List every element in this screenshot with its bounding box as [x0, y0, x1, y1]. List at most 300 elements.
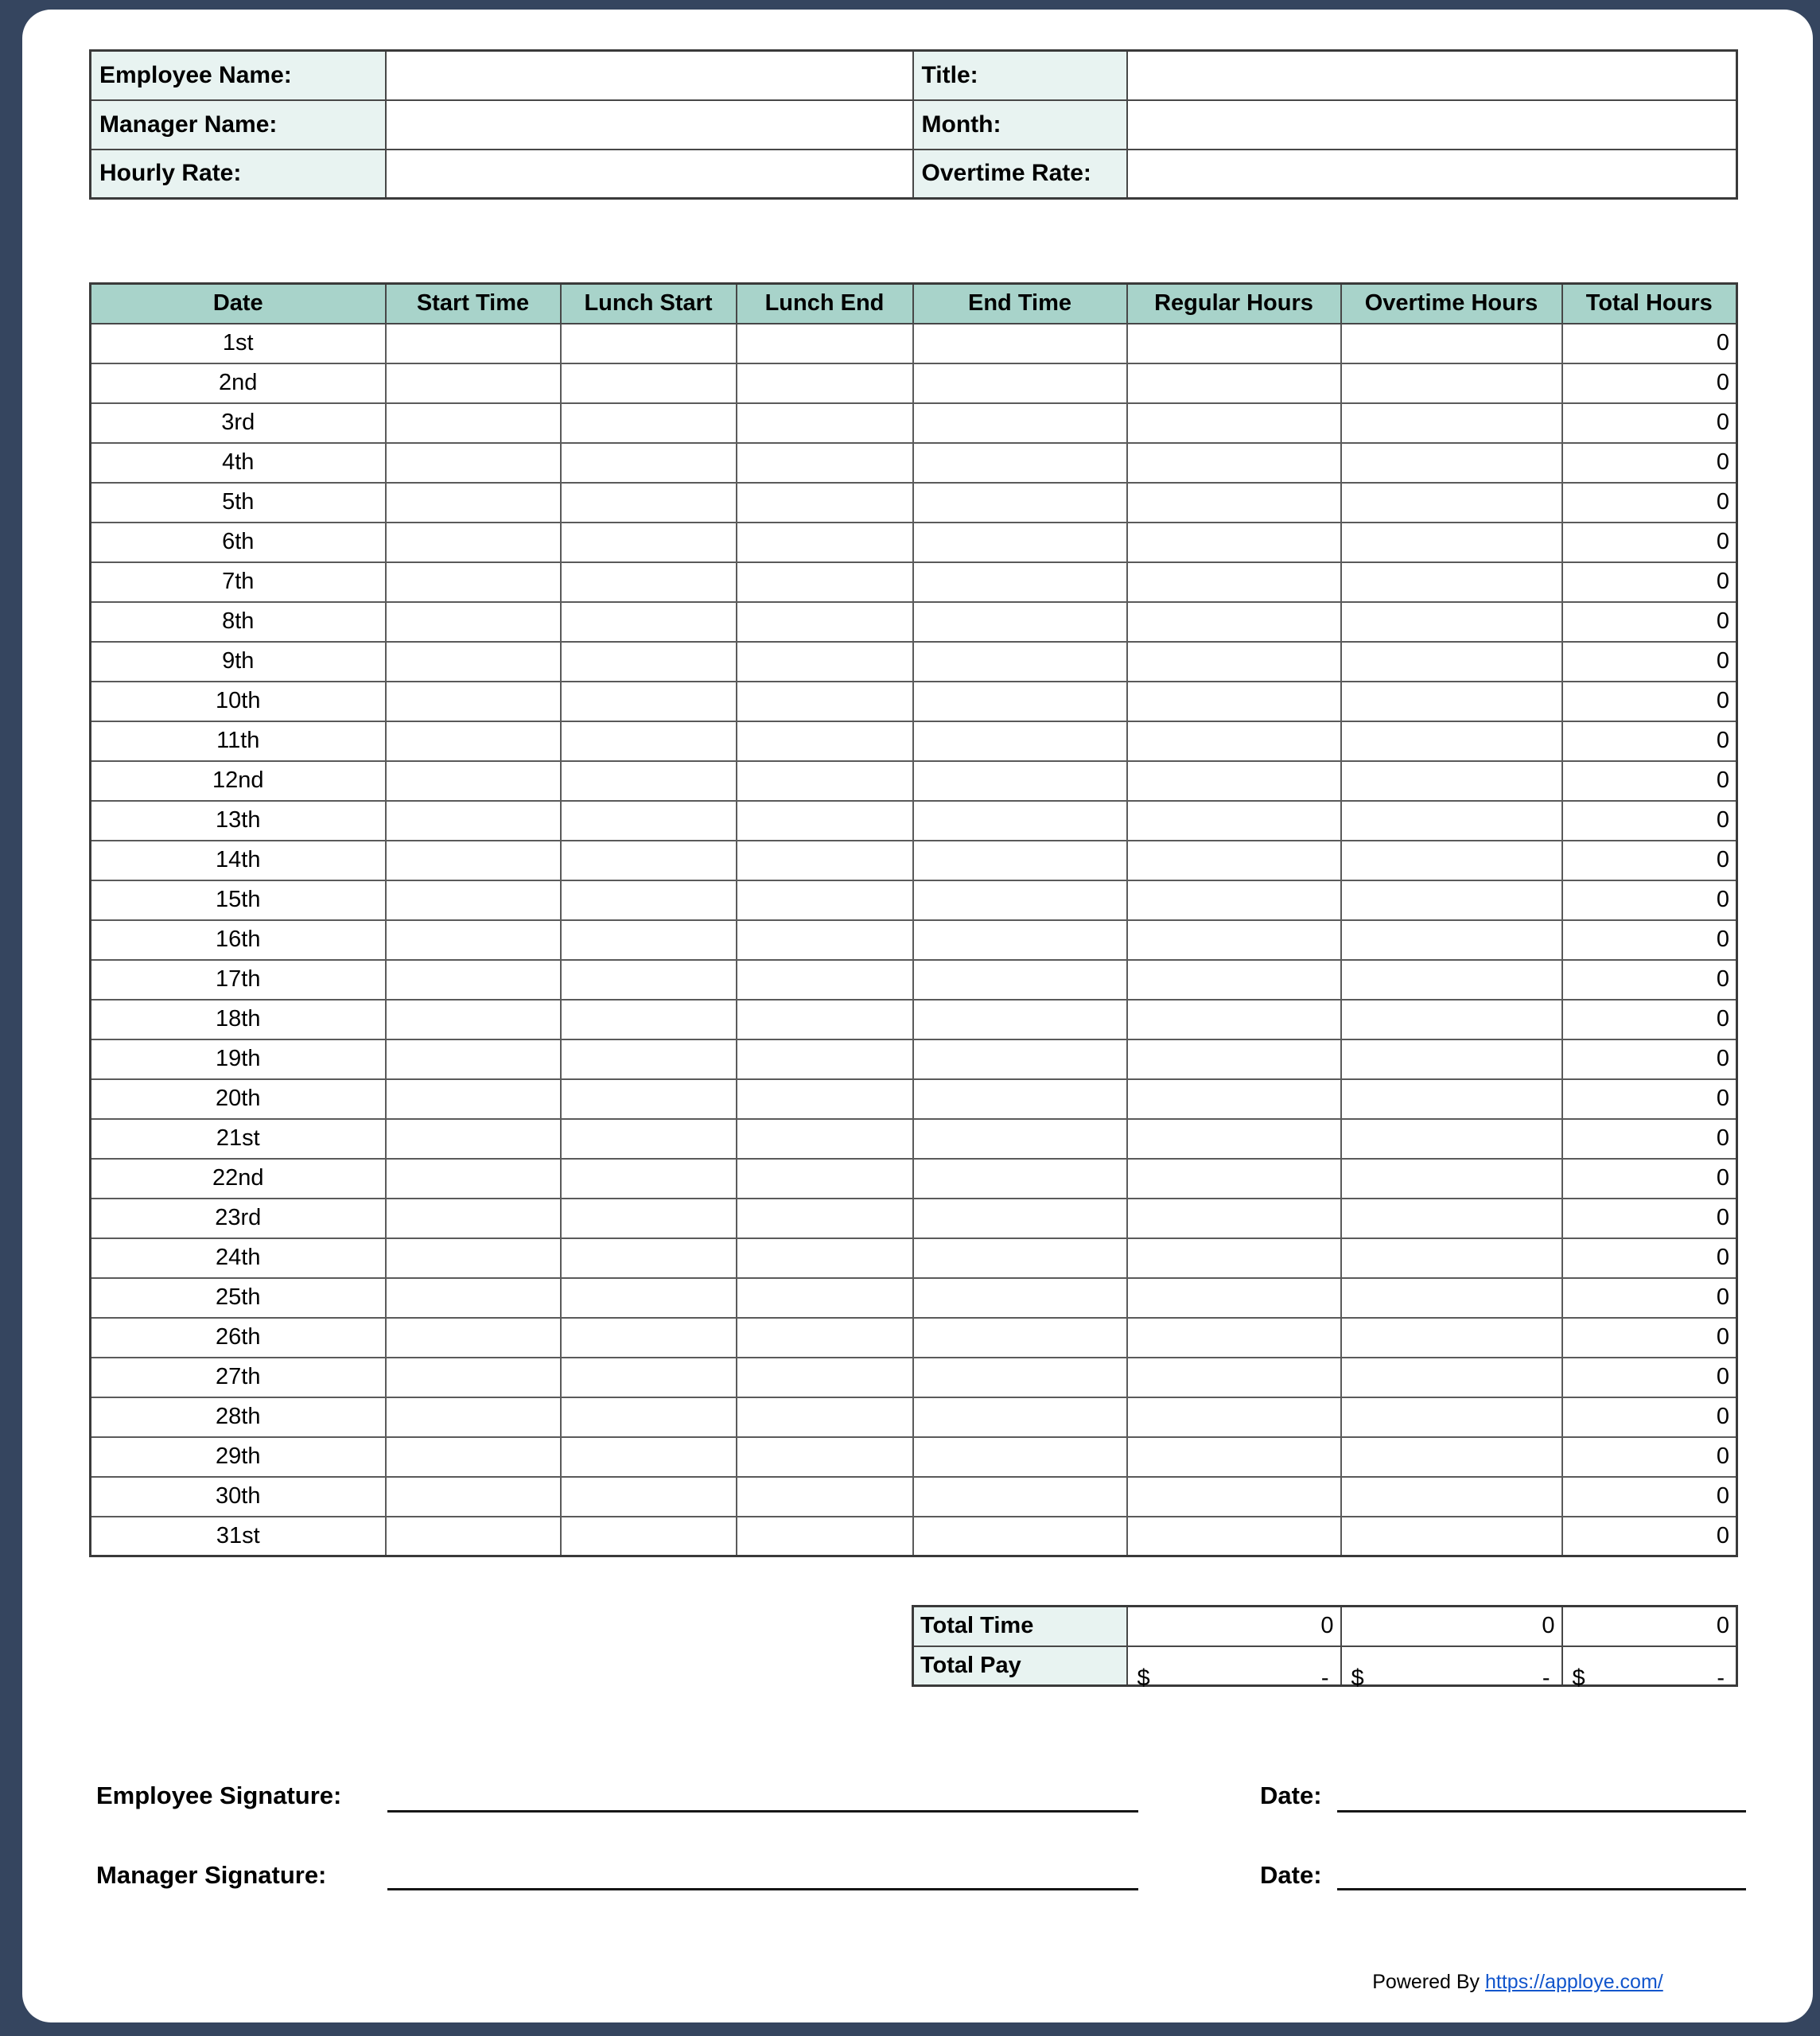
overtime-hours-cell[interactable] [1341, 443, 1562, 483]
end-time-cell[interactable] [913, 1397, 1127, 1437]
table-row [91, 483, 1737, 523]
overtime-hours-cell[interactable] [1341, 483, 1562, 523]
date-cell: 6th [91, 523, 386, 562]
end-time-cell[interactable] [913, 403, 1127, 443]
lunch-start-cell[interactable] [561, 721, 737, 761]
date-cell: 28th [91, 1397, 386, 1437]
total-hours-cell: 0 [1562, 483, 1737, 523]
start-time-cell[interactable] [386, 562, 561, 602]
table-row [91, 642, 1737, 682]
regular-hours-cell[interactable] [1127, 761, 1341, 801]
start-time-cell[interactable] [386, 642, 561, 682]
col-header-lunch-end: Lunch End [737, 284, 913, 324]
lunch-start-cell[interactable] [561, 483, 737, 523]
total-hours-cell: 0 [1562, 1278, 1737, 1318]
overtime-hours-cell[interactable] [1341, 920, 1562, 960]
regular-hours-cell[interactable] [1127, 1318, 1341, 1358]
total-hours-cell: 0 [1562, 363, 1737, 403]
end-time-cell[interactable] [913, 483, 1127, 523]
regular-hours-cell[interactable] [1127, 841, 1341, 880]
overtime-hours-cell[interactable] [1341, 880, 1562, 920]
total-hours-cell: 0 [1562, 403, 1737, 443]
start-time-cell[interactable] [386, 1199, 561, 1238]
lunch-end-cell[interactable] [737, 1397, 913, 1437]
lunch-end-cell[interactable] [737, 1318, 913, 1358]
start-time-cell[interactable] [386, 1159, 561, 1199]
manager-name-label: Manager Name: [91, 100, 386, 150]
total-hours-cell: 0 [1562, 1477, 1737, 1517]
start-time-cell[interactable] [386, 1238, 561, 1278]
table-row [91, 1437, 1737, 1477]
lunch-start-cell[interactable] [561, 801, 737, 841]
lunch-start-cell[interactable] [561, 363, 737, 403]
overtime-hours-cell[interactable] [1341, 324, 1562, 363]
regular-hours-cell[interactable] [1127, 602, 1341, 642]
regular-hours-cell[interactable] [1127, 562, 1341, 602]
start-time-cell[interactable] [386, 960, 561, 1000]
currency-symbol: $ [1351, 1665, 1364, 1692]
table-row [91, 1318, 1737, 1358]
regular-hours-cell[interactable] [1127, 1397, 1341, 1437]
start-time-cell[interactable] [386, 920, 561, 960]
start-time-cell[interactable] [386, 1039, 561, 1079]
total-hours-cell: 0 [1562, 1358, 1737, 1397]
lunch-end-cell[interactable] [737, 443, 913, 483]
end-time-cell[interactable] [913, 721, 1127, 761]
start-time-cell[interactable] [386, 523, 561, 562]
table-row [91, 841, 1737, 880]
date-cell: 24th [91, 1238, 386, 1278]
lunch-start-cell[interactable] [561, 1159, 737, 1199]
end-time-cell[interactable] [913, 1159, 1127, 1199]
lunch-end-cell[interactable] [737, 761, 913, 801]
lunch-end-cell[interactable] [737, 801, 913, 841]
date-cell: 10th [91, 682, 386, 721]
regular-hours-cell[interactable] [1127, 682, 1341, 721]
start-time-cell[interactable] [386, 682, 561, 721]
end-time-cell[interactable] [913, 1318, 1127, 1358]
start-time-cell[interactable] [386, 1517, 561, 1556]
lunch-end-cell[interactable] [737, 1517, 913, 1556]
start-time-cell[interactable] [386, 1397, 561, 1437]
table-row [91, 1039, 1737, 1079]
overtime-hours-cell[interactable] [1341, 682, 1562, 721]
lunch-end-cell[interactable] [737, 1000, 913, 1039]
regular-hours-cell[interactable] [1127, 1000, 1341, 1039]
lunch-start-cell[interactable] [561, 1397, 737, 1437]
end-time-cell[interactable] [913, 920, 1127, 960]
lunch-start-cell[interactable] [561, 880, 737, 920]
lunch-end-cell[interactable] [737, 1278, 913, 1318]
date-cell: 15th [91, 880, 386, 920]
title-field[interactable] [1127, 51, 1737, 100]
overtime-hours-cell[interactable] [1341, 1477, 1562, 1517]
overtime-hours-cell[interactable] [1341, 602, 1562, 642]
regular-hours-cell[interactable] [1127, 363, 1341, 403]
regular-hours-cell[interactable] [1127, 880, 1341, 920]
start-time-cell[interactable] [386, 801, 561, 841]
lunch-start-cell[interactable] [561, 960, 737, 1000]
end-time-cell[interactable] [913, 841, 1127, 880]
lunch-start-cell[interactable] [561, 1477, 737, 1517]
table-row [91, 1199, 1737, 1238]
total-hours-cell: 0 [1562, 841, 1737, 880]
total-time-label: Total Time [913, 1607, 1127, 1646]
regular-hours-cell[interactable] [1127, 1358, 1341, 1397]
title-label: Title: [913, 51, 1127, 100]
overtime-hours-cell[interactable] [1341, 363, 1562, 403]
start-time-cell[interactable] [386, 1079, 561, 1119]
table-row [91, 1119, 1737, 1159]
lunch-end-cell[interactable] [737, 1079, 913, 1119]
lunch-start-cell[interactable] [561, 841, 737, 880]
start-time-cell[interactable] [386, 1000, 561, 1039]
lunch-end-cell[interactable] [737, 363, 913, 403]
manager-date-line[interactable] [1337, 1888, 1746, 1890]
lunch-start-cell[interactable] [561, 523, 737, 562]
table-row [91, 1000, 1737, 1039]
lunch-start-cell[interactable] [561, 1079, 737, 1119]
overtime-hours-cell[interactable] [1341, 721, 1562, 761]
table-row [91, 602, 1737, 642]
overtime-rate-field[interactable] [1127, 150, 1737, 199]
end-time-cell[interactable] [913, 801, 1127, 841]
end-time-cell[interactable] [913, 602, 1127, 642]
start-time-cell[interactable] [386, 761, 561, 801]
overtime-hours-cell[interactable] [1341, 403, 1562, 443]
lunch-start-cell[interactable] [561, 1278, 737, 1318]
end-time-cell[interactable] [913, 880, 1127, 920]
manager-signature-line[interactable] [387, 1888, 1138, 1890]
total-hours-cell: 0 [1562, 1039, 1737, 1079]
lunch-start-cell[interactable] [561, 761, 737, 801]
overtime-hours-cell[interactable] [1341, 1238, 1562, 1278]
table-row [91, 1477, 1737, 1517]
info-row [91, 150, 1737, 199]
table-row [91, 523, 1737, 562]
start-time-cell[interactable] [386, 363, 561, 403]
end-time-cell[interactable] [913, 324, 1127, 363]
table-row [91, 801, 1737, 841]
lunch-start-cell[interactable] [561, 562, 737, 602]
table-row [91, 721, 1737, 761]
table-row [91, 1358, 1737, 1397]
date-cell: 16th [91, 920, 386, 960]
overtime-hours-cell[interactable] [1341, 801, 1562, 841]
start-time-cell[interactable] [386, 1318, 561, 1358]
overtime-hours-cell[interactable] [1341, 562, 1562, 602]
end-time-cell[interactable] [913, 1517, 1127, 1556]
end-time-cell[interactable] [913, 1039, 1127, 1079]
manager-date-label: Date: [1260, 1861, 1322, 1889]
start-time-cell[interactable] [386, 403, 561, 443]
regular-hours-cell[interactable] [1127, 1079, 1341, 1119]
end-time-cell[interactable] [913, 960, 1127, 1000]
lunch-end-cell[interactable] [737, 960, 913, 1000]
regular-hours-cell[interactable] [1127, 1119, 1341, 1159]
date-cell: 18th [91, 1000, 386, 1039]
col-header-date: Date [91, 284, 386, 324]
lunch-start-cell[interactable] [561, 403, 737, 443]
regular-hours-cell[interactable] [1127, 721, 1341, 761]
lunch-end-cell[interactable] [737, 682, 913, 721]
lunch-start-cell[interactable] [561, 1358, 737, 1397]
date-cell: 25th [91, 1278, 386, 1318]
regular-hours-cell[interactable] [1127, 1238, 1341, 1278]
footer [1263, 1971, 1772, 1994]
end-time-cell[interactable] [913, 1437, 1127, 1477]
regular-hours-cell[interactable] [1127, 1159, 1341, 1199]
date-cell: 27th [91, 1358, 386, 1397]
lunch-start-cell[interactable] [561, 1238, 737, 1278]
start-time-cell[interactable] [386, 443, 561, 483]
timesheet-header-row [91, 284, 1737, 324]
lunch-end-cell[interactable] [737, 1039, 913, 1079]
lunch-end-cell[interactable] [737, 523, 913, 562]
date-cell: 2nd [91, 363, 386, 403]
total-hours-cell: 0 [1562, 721, 1737, 761]
date-cell: 20th [91, 1079, 386, 1119]
lunch-end-cell[interactable] [737, 1437, 913, 1477]
regular-hours-cell[interactable] [1127, 403, 1341, 443]
date-cell: 29th [91, 1437, 386, 1477]
end-time-cell[interactable] [913, 1199, 1127, 1238]
manager-name-field[interactable] [386, 100, 913, 150]
end-time-cell[interactable] [913, 1119, 1127, 1159]
lunch-end-cell[interactable] [737, 642, 913, 682]
total-pay-label: Total Pay [913, 1646, 1127, 1686]
regular-hours-cell[interactable] [1127, 960, 1341, 1000]
regular-pay-value [1127, 1646, 1341, 1692]
lunch-start-cell[interactable] [561, 324, 737, 363]
total-hours-cell: 0 [1562, 761, 1737, 801]
end-time-cell[interactable] [913, 1000, 1127, 1039]
end-time-cell[interactable] [913, 1278, 1127, 1318]
start-time-cell[interactable] [386, 1477, 561, 1517]
total-hours-cell: 0 [1562, 880, 1737, 920]
regular-hours-cell[interactable] [1127, 1477, 1341, 1517]
lunch-start-cell[interactable] [561, 642, 737, 682]
regular-hours-cell[interactable] [1127, 1039, 1341, 1079]
overtime-hours-cell[interactable] [1341, 1437, 1562, 1477]
regular-hours-cell[interactable] [1127, 483, 1341, 523]
total-hours-cell: 0 [1562, 1079, 1737, 1119]
lunch-end-cell[interactable] [737, 1159, 913, 1199]
end-time-cell[interactable] [913, 363, 1127, 403]
table-row [91, 324, 1737, 363]
lunch-end-cell[interactable] [737, 483, 913, 523]
regular-hours-cell[interactable] [1127, 1278, 1341, 1318]
total-hours-cell: 0 [1562, 960, 1737, 1000]
lunch-start-cell[interactable] [561, 443, 737, 483]
date-cell: 30th [91, 1477, 386, 1517]
table-row [91, 1397, 1737, 1437]
employee-date-label: Date: [1260, 1782, 1322, 1809]
lunch-start-cell[interactable] [561, 682, 737, 721]
start-time-cell[interactable] [386, 841, 561, 880]
overtime-hours-cell[interactable] [1341, 1000, 1562, 1039]
lunch-start-cell[interactable] [561, 1199, 737, 1238]
lunch-end-cell[interactable] [737, 721, 913, 761]
employee-name-field[interactable] [386, 51, 913, 100]
regular-hours-cell[interactable] [1127, 523, 1341, 562]
month-field[interactable] [1127, 100, 1737, 150]
overtime-hours-cell[interactable] [1341, 761, 1562, 801]
lunch-end-cell[interactable] [737, 1119, 913, 1159]
end-time-cell[interactable] [913, 443, 1127, 483]
lunch-end-cell[interactable] [737, 602, 913, 642]
lunch-end-cell[interactable] [737, 920, 913, 960]
lunch-start-cell[interactable] [561, 920, 737, 960]
overtime-pay-value [1341, 1646, 1562, 1692]
table-row [91, 920, 1737, 960]
total-hours-cell: 0 [1562, 562, 1737, 602]
overtime-hours-cell[interactable] [1341, 1318, 1562, 1358]
table-row [91, 761, 1737, 801]
end-time-cell[interactable] [913, 761, 1127, 801]
pay-amount: - [1542, 1665, 1550, 1692]
table-row [91, 403, 1737, 443]
regular-hours-cell[interactable] [1127, 443, 1341, 483]
overtime-hours-cell[interactable] [1341, 1159, 1562, 1199]
start-time-cell[interactable] [386, 721, 561, 761]
end-time-cell[interactable] [913, 523, 1127, 562]
date-cell: 31st [91, 1517, 386, 1556]
lunch-end-cell[interactable] [737, 324, 913, 363]
total-pay-value [1562, 1646, 1737, 1692]
end-time-cell[interactable] [913, 682, 1127, 721]
hourly-rate-field[interactable] [386, 150, 913, 199]
total-hours-cell: 0 [1562, 443, 1737, 483]
lunch-start-cell[interactable] [561, 1039, 737, 1079]
total-overtime-hours-value: 0 [1341, 1607, 1562, 1646]
overtime-hours-cell[interactable] [1341, 1119, 1562, 1159]
employee-date-line[interactable] [1337, 1810, 1746, 1813]
timesheet-body [91, 324, 1737, 1556]
date-cell: 7th [91, 562, 386, 602]
overtime-hours-cell[interactable] [1341, 1079, 1562, 1119]
apploye-link[interactable]: https://apploye.com/ [1485, 1971, 1663, 1993]
col-header-lunch-start: Lunch Start [561, 284, 737, 324]
total-hours-cell: 0 [1562, 1437, 1737, 1477]
total-pay-row [913, 1646, 1737, 1686]
overtime-hours-cell[interactable] [1341, 960, 1562, 1000]
lunch-start-cell[interactable] [561, 1437, 737, 1477]
total-hours-cell: 0 [1562, 920, 1737, 960]
end-time-cell[interactable] [913, 1238, 1127, 1278]
regular-hours-cell[interactable] [1127, 642, 1341, 682]
lunch-start-cell[interactable] [561, 1517, 737, 1556]
col-header-total-hours: Total Hours [1562, 284, 1737, 324]
regular-hours-cell[interactable] [1127, 324, 1341, 363]
total-time-row [913, 1607, 1737, 1646]
total-hours-cell: 0 [1562, 1199, 1737, 1238]
overtime-hours-cell[interactable] [1341, 1397, 1562, 1437]
lunch-start-cell[interactable] [561, 1119, 737, 1159]
currency-symbol: $ [1137, 1665, 1150, 1692]
overtime-hours-cell[interactable] [1341, 642, 1562, 682]
date-cell: 23rd [91, 1199, 386, 1238]
date-cell: 14th [91, 841, 386, 880]
regular-hours-cell[interactable] [1127, 1437, 1341, 1477]
overtime-hours-cell[interactable] [1341, 1517, 1562, 1556]
total-hours-cell: 0 [1562, 1517, 1737, 1556]
lunch-start-cell[interactable] [561, 602, 737, 642]
overtime-hours-cell[interactable] [1341, 523, 1562, 562]
col-header-overtime-hours: Overtime Hours [1341, 284, 1562, 324]
lunch-end-cell[interactable] [737, 1358, 913, 1397]
overtime-hours-cell[interactable] [1341, 1199, 1562, 1238]
lunch-start-cell[interactable] [561, 1318, 737, 1358]
lunch-end-cell[interactable] [737, 1477, 913, 1517]
totals-table [912, 1605, 1738, 1692]
table-row [91, 1517, 1737, 1556]
overtime-hours-cell[interactable] [1341, 1039, 1562, 1079]
total-hours-cell: 0 [1562, 523, 1737, 562]
date-cell: 12nd [91, 761, 386, 801]
lunch-end-cell[interactable] [737, 1238, 913, 1278]
employee-name-label: Employee Name: [91, 51, 386, 100]
table-row [91, 1079, 1737, 1119]
regular-hours-cell[interactable] [1127, 1199, 1341, 1238]
overtime-hours-cell[interactable] [1341, 1278, 1562, 1318]
total-hours-cell: 0 [1562, 602, 1737, 642]
lunch-start-cell[interactable] [561, 1000, 737, 1039]
timesheet-page [22, 10, 1813, 2022]
date-cell: 21st [91, 1119, 386, 1159]
table-row [91, 443, 1737, 483]
start-time-cell[interactable] [386, 1119, 561, 1159]
regular-hours-cell[interactable] [1127, 801, 1341, 841]
date-cell: 5th [91, 483, 386, 523]
powered-by-text: Powered By [1372, 1971, 1485, 1993]
overtime-hours-cell[interactable] [1341, 1358, 1562, 1397]
start-time-cell[interactable] [386, 1437, 561, 1477]
lunch-end-cell[interactable] [737, 562, 913, 602]
start-time-cell[interactable] [386, 602, 561, 642]
end-time-cell[interactable] [913, 1079, 1127, 1119]
regular-hours-cell[interactable] [1127, 920, 1341, 960]
start-time-cell[interactable] [386, 324, 561, 363]
lunch-end-cell[interactable] [737, 1199, 913, 1238]
start-time-cell[interactable] [386, 880, 561, 920]
start-time-cell[interactable] [386, 1358, 561, 1397]
start-time-cell[interactable] [386, 483, 561, 523]
lunch-end-cell[interactable] [737, 880, 913, 920]
table-row [91, 880, 1737, 920]
lunch-end-cell[interactable] [737, 403, 913, 443]
total-hours-cell: 0 [1562, 801, 1737, 841]
total-regular-hours-value: 0 [1127, 1607, 1341, 1646]
overtime-hours-cell[interactable] [1341, 841, 1562, 880]
start-time-cell[interactable] [386, 1278, 561, 1318]
end-time-cell[interactable] [913, 1477, 1127, 1517]
total-hours-cell: 0 [1562, 324, 1737, 363]
lunch-end-cell[interactable] [737, 841, 913, 880]
pay-amount: - [1320, 1665, 1329, 1692]
regular-hours-cell[interactable] [1127, 1517, 1341, 1556]
total-hours-cell: 0 [1562, 1318, 1737, 1358]
date-cell: 19th [91, 1039, 386, 1079]
end-time-cell[interactable] [913, 1358, 1127, 1397]
employee-signature-line[interactable] [387, 1810, 1138, 1813]
end-time-cell[interactable] [913, 642, 1127, 682]
col-header-end-time: End Time [913, 284, 1127, 324]
employee-info-table [89, 49, 1738, 200]
manager-signature-label: Manager Signature: [96, 1861, 327, 1889]
end-time-cell[interactable] [913, 562, 1127, 602]
table-row [91, 682, 1737, 721]
